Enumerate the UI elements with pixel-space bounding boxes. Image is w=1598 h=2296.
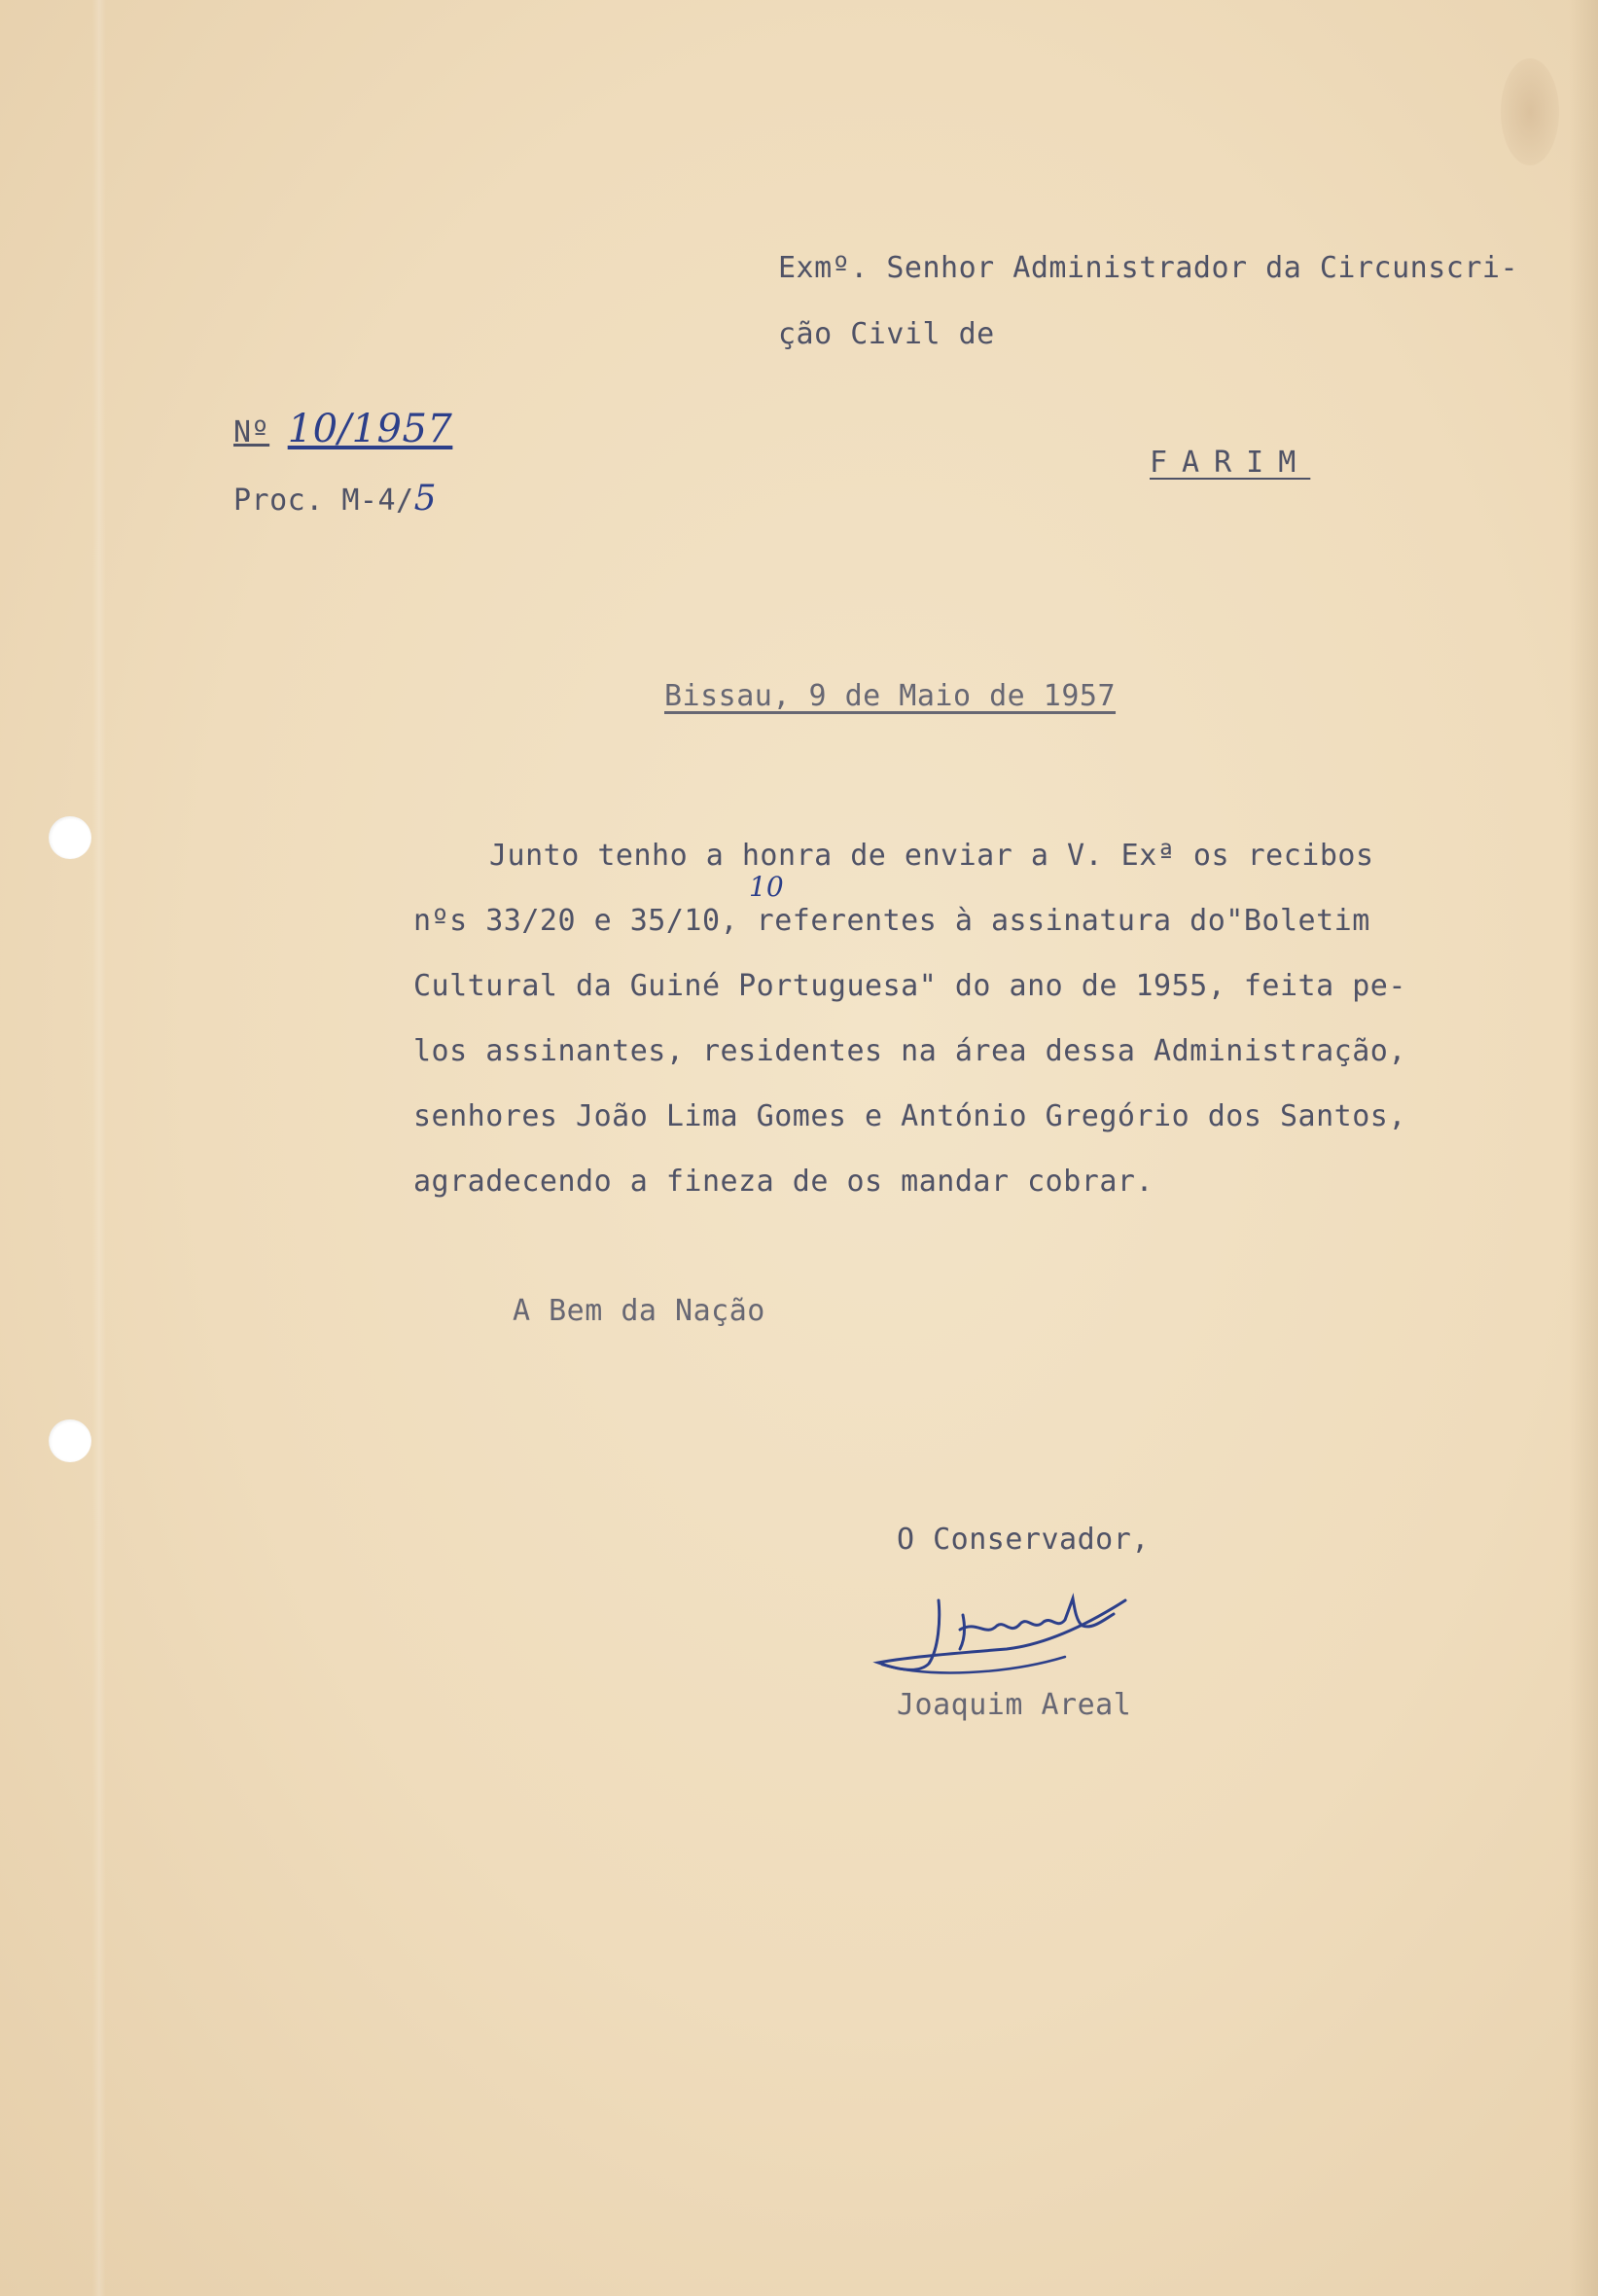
body-line: Junto tenho a honra de enviar a V. Exª os recibos — [489, 839, 1374, 873]
signatory-name: Joaquim Areal — [897, 1688, 1132, 1722]
letter-date: Bissau, 9 de Maio de 1957 — [664, 679, 1117, 713]
handwritten-signature — [870, 1581, 1143, 1698]
signature-stroke — [878, 1600, 1125, 1669]
body-line: Cultural da Guiné Portuguesa" do ano de 1955, feita pe- — [413, 969, 1406, 1003]
punch-hole-top — [49, 816, 91, 859]
addressee-line-2: ção Civil de — [778, 317, 995, 351]
reference-number — [233, 407, 452, 451]
reference-prefix: Nº — [233, 415, 270, 449]
paper-stain — [1501, 58, 1559, 165]
process-number — [233, 479, 437, 519]
reference-handwritten-number: 10/1957 — [287, 407, 453, 451]
paper-edge — [1569, 0, 1598, 2296]
ink-correction-mark: 10 — [749, 871, 784, 903]
process-prefix: Proc. M-4/ — [233, 484, 414, 518]
punch-hole-bottom — [49, 1419, 91, 1462]
closing-salutation: A Bem da Nação — [513, 1294, 765, 1328]
process-handwritten-suffix: 5 — [413, 479, 438, 519]
signatory-title: O Conservador, — [897, 1523, 1150, 1557]
body-line: los assinantes, residentes na área dessa Administração, — [413, 1034, 1406, 1068]
paper-fold — [92, 0, 106, 2296]
addressee-line-1: Exmº. Senhor Administrador da Circunscri- — [778, 251, 1519, 285]
body-line: senhores João Lima Gomes e António Gregório dos Santos, — [413, 1099, 1406, 1133]
body-line: nºs 33/20 e 35/10, referentes à assinatura do"Boletim — [413, 904, 1370, 938]
destination-place: FARIM — [1150, 446, 1311, 480]
body-line: agradecendo a fineza de os mandar cobrar. — [413, 1165, 1154, 1199]
letter-body — [413, 829, 1483, 1220]
